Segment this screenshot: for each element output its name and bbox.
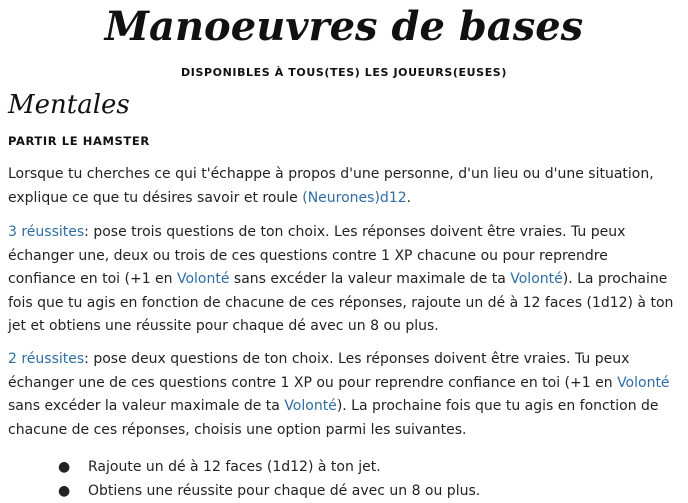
page-title: Manoeuvres de bases <box>104 3 584 50</box>
bullet-icon: ● <box>58 459 71 475</box>
two-successes-text-3: ). La prochaine fois que tu agis en fonction de chacune de ces réponses, choisis une option parmi les suivantes. <box>8 398 659 438</box>
bullet-icon: ● <box>58 483 71 499</box>
list-item <box>40 455 660 479</box>
intro-end: . <box>406 189 412 206</box>
list-item <box>40 479 660 503</box>
two-successes-paragraph <box>8 348 680 442</box>
three-successes-text-2: sans excéder la valeur maximale de ta <box>229 271 511 287</box>
three-successes-text-1: : pose trois questions de ton choix. Les réponses doivent être vraies. Tu peux échanger une, deux ou trois de ces questions contre 1 XP chacune ou pour reprendre confiance en toi (+1 en <box>8 224 626 287</box>
stat-volonte: Volonté <box>284 398 337 414</box>
section-heading: Mentales <box>8 90 130 120</box>
page-subtitle: DISPONIBLES À TOUS(TES) LES JOUEURS(EUSES) <box>181 66 507 79</box>
option-list <box>40 455 660 503</box>
three-successes-text-3: ). La prochaine fois que tu agis en fonction de chacune de ces réponses, rajoute un dé à 12 faces (1d12) à ton jet et obtiens une réussite pour chaque dé avec un 8 ou plus. <box>8 271 674 334</box>
move-intro-paragraph <box>8 163 680 210</box>
intro-text: Lorsque tu cherches ce qui t'échappe à propos d'une personne, d'un lieu ou d'une situation, explique ce que tu désires savoir et roule <box>8 166 654 206</box>
three-successes-label: 3 réussites <box>8 224 85 240</box>
move-title: PARTIR LE HAMSTER <box>8 134 150 148</box>
two-successes-text-2: sans excéder la valeur maximale de ta <box>8 398 285 414</box>
option-text: Rajoute un dé à 12 faces (1d12) à ton jet. <box>88 459 381 475</box>
three-successes-paragraph <box>8 221 680 339</box>
two-successes-text-1: : pose deux questions de ton choix. Les réponses doivent être vraies. Tu peux échanger une de ces questions contre 1 XP ou pour reprendre confiance en toi (+1 en <box>8 351 630 391</box>
stat-volonte: Volonté <box>176 271 230 287</box>
two-successes-label: 2 réussites <box>8 351 85 367</box>
option-text: Obtiens une réussite pour chaque dé avec un 8 ou plus. <box>88 483 481 499</box>
roll-formula: (Neurones)d12 <box>302 189 407 206</box>
stat-volonte: Volonté <box>510 271 563 287</box>
stat-volonte: Volonté <box>617 374 670 391</box>
